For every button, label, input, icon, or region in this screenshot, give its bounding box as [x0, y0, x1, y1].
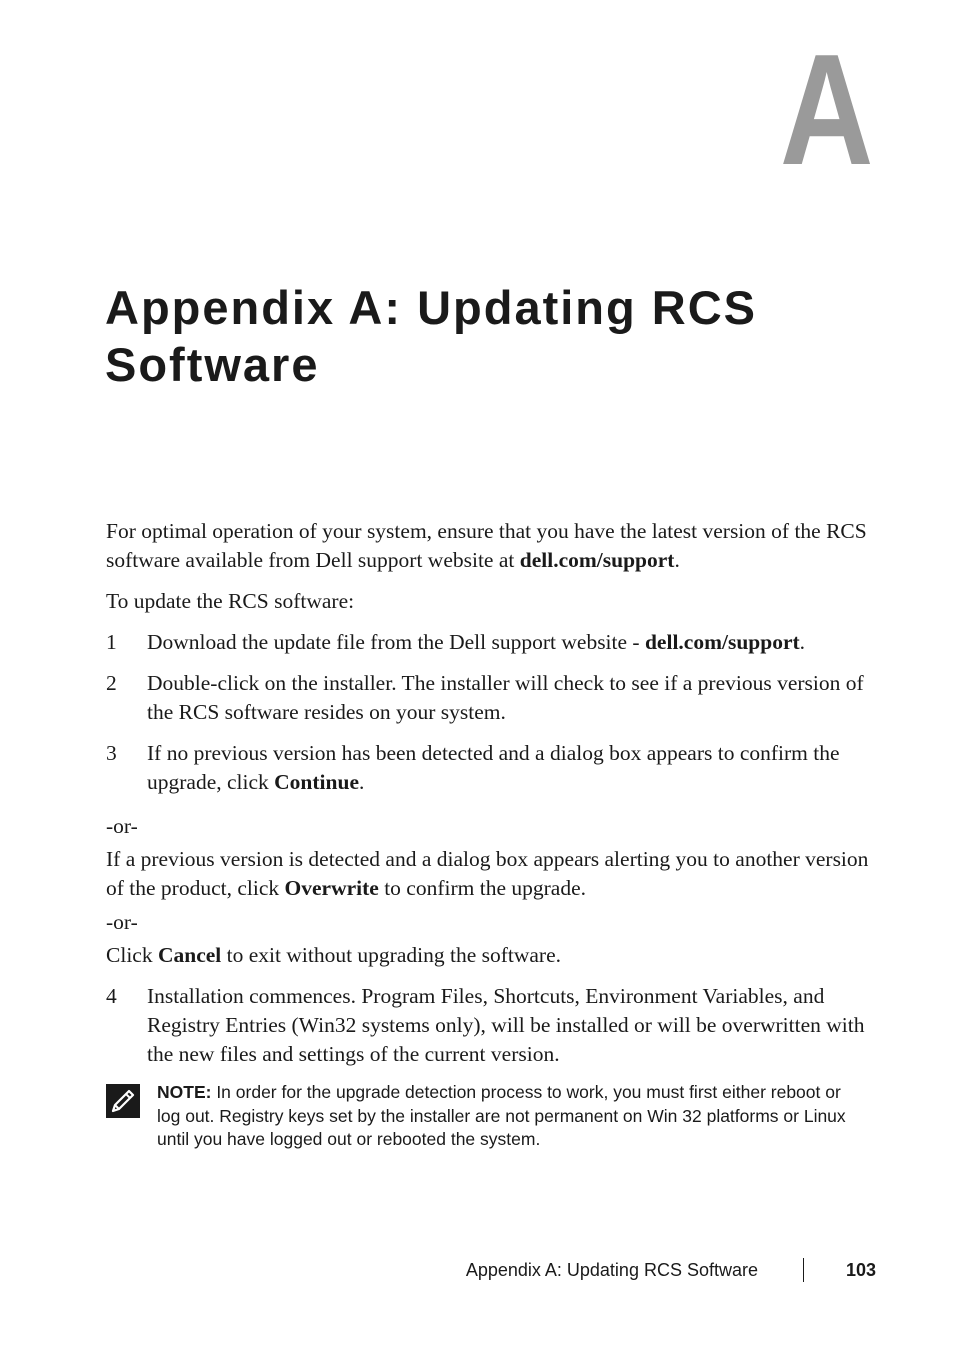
chapter-letter: A — [779, 22, 874, 198]
step-number: 2 — [106, 671, 117, 695]
footer-divider — [803, 1258, 804, 1282]
support-link: dell.com/support — [644, 630, 800, 654]
steps-intro: To update the RCS software: — [106, 589, 355, 613]
step-number: 1 — [106, 630, 117, 654]
step-number: 4 — [106, 984, 117, 1008]
title-line-2: Software — [105, 338, 320, 391]
intro-paragraph: For optimal operation of your system, ensure that you have the latest version of the RCS software available from Dell support website at dell.com/support. — [106, 519, 867, 572]
step-text: Double-click on the installer. The installer will check to see if a previous version of the RCS software resides on your system. — [147, 671, 864, 724]
overwrite-label: Overwrite — [284, 876, 379, 900]
note-box — [106, 1081, 866, 1152]
step-text: Download the update file from the Dell support website - dell.com/support. — [147, 630, 806, 654]
continue-label: Continue — [274, 770, 359, 794]
step-number: 3 — [106, 741, 117, 765]
alternative-overwrite: If a previous version is detected and a dialog box appears alerting you to another version of the product, click Overwrite to confirm the upgrade. — [106, 847, 869, 900]
page-number: 103 — [846, 1260, 877, 1280]
page-footer — [0, 1258, 954, 1284]
footer-title: Appendix A: Updating RCS Software — [465, 1260, 758, 1280]
title-line-1: Appendix A: Updating RCS — [105, 281, 758, 334]
step-4 — [106, 982, 876, 1069]
body-content — [106, 517, 876, 1081]
note-label: NOTE: — [157, 1082, 212, 1102]
or-separator: -or- — [106, 814, 138, 838]
step-3 — [106, 739, 876, 797]
alternative-cancel: Click Cancel to exit without upgrading the software. — [106, 943, 562, 967]
cancel-label: Cancel — [157, 943, 222, 967]
pencil-note-icon — [106, 1084, 140, 1118]
or-separator: -or- — [106, 910, 138, 934]
step-1 — [106, 628, 876, 657]
step-text: Installation commences. Program Files, Shortcuts, Environment Variables, and Registry Entries (Win32 systems only), will be installed or will be overwritten with the new files and settings of the current version. — [147, 984, 865, 1066]
support-link: dell.com/support — [519, 548, 675, 572]
page-title — [105, 279, 865, 393]
note-text: NOTE: In order for the upgrade detection process to work, you must first either reboot or log out. Registry keys set by the installer are not permanent on Win 32 platforms or Linux until you have logged out or rebooted the system. — [157, 1082, 846, 1149]
step-2 — [106, 669, 876, 727]
step-text: If no previous version has been detected and a dialog box appears to confirm the upgrade, click Continue. — [147, 741, 840, 794]
